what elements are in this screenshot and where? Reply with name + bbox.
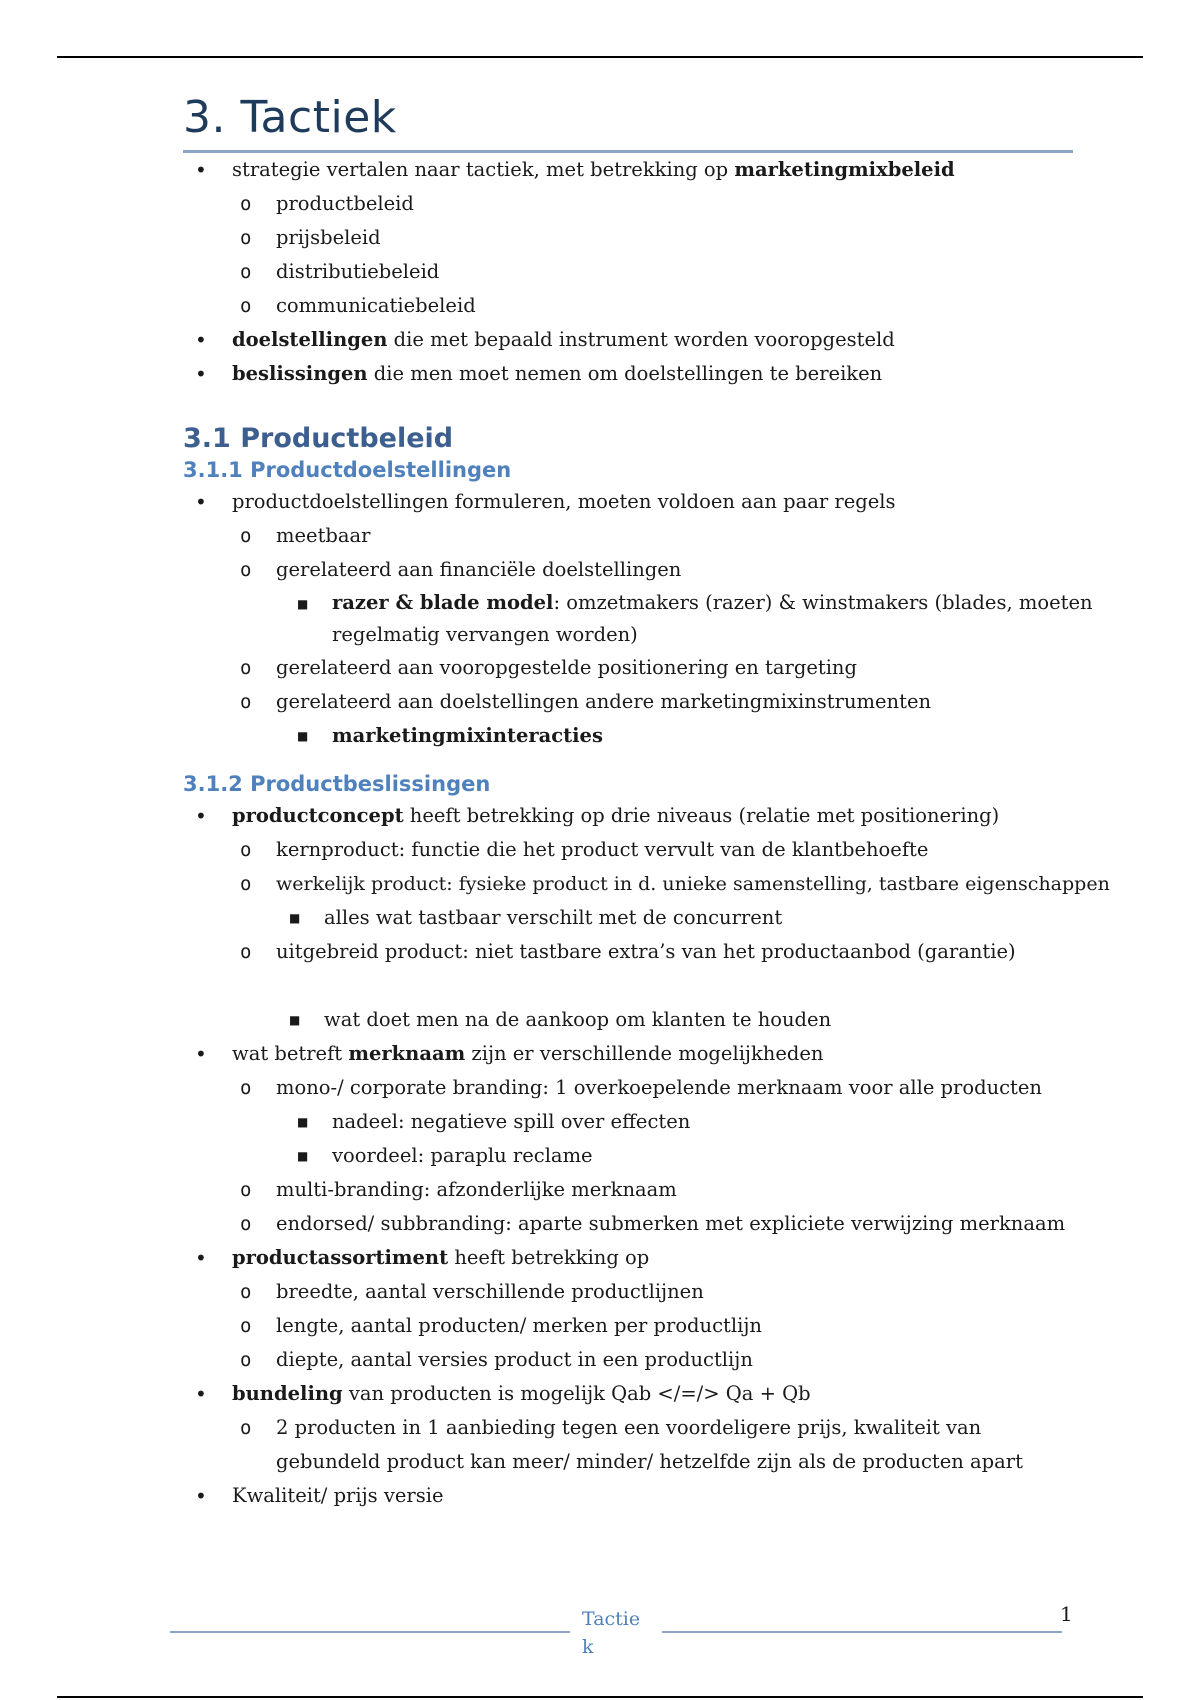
list-item: o 2 producten in 1 aanbieding tegen een voordeligere prijs, kwaliteit van gebundeld product kan meer/ minder/ hetzelfde zijn als de producten apart [183, 1411, 1066, 1479]
circle-bullet-icon: o [240, 941, 252, 963]
footer-line-right [662, 1631, 1062, 1633]
list-item: • productdoelstellingen formuleren, moeten voldoen aan paar regels [183, 485, 1173, 519]
circle-bullet-icon: o [240, 1349, 252, 1371]
circle-bullet-icon: o [240, 657, 252, 679]
list-item: ■ marketingmixinteracties [183, 719, 1173, 753]
list-item: o lengte, aantal producten/ merken per productlijn [183, 1309, 1173, 1343]
list-item: o kernproduct: functie die het product vervult van de klantbehoefte [183, 833, 1173, 867]
bullet-icon: • [195, 1382, 207, 1406]
list-item: o mono-/ corporate branding: 1 overkoepelende merknaam voor alle producten [183, 1071, 1173, 1105]
productdoelstellingen-list [183, 485, 1173, 753]
circle-bullet-icon: o [240, 1179, 252, 1201]
page-number: 1 [1060, 1602, 1073, 1626]
list-item: • beslissingen die men moet nemen om doelstellingen te bereiken [183, 357, 1173, 391]
circle-bullet-icon: o [240, 261, 252, 283]
list-item: ■ voordeel: paraplu reclame [183, 1139, 1173, 1173]
list-item: • wat betreft merknaam zijn er verschillende mogelijkheden [183, 1037, 1173, 1071]
list-item: • doelstellingen die met bepaald instrument worden vooropgesteld [183, 323, 1173, 357]
list-item: o endorsed/ subbranding: aparte submerken met expliciete verwijzing merknaam [183, 1207, 1173, 1241]
circle-bullet-icon: o [240, 1213, 252, 1235]
square-bullet-icon: ■ [297, 1115, 309, 1129]
intro-list [183, 153, 1173, 391]
list-item: • Kwaliteit/ prijs versie [183, 1479, 1173, 1513]
bullet-icon: • [195, 1042, 207, 1066]
list-item: o werkelijk product: fysieke product in d. unieke samenstelling, tastbare eigenschappen [183, 867, 1173, 901]
circle-bullet-icon: o [240, 1417, 252, 1439]
list-item: o meetbaar [183, 519, 1173, 553]
circle-bullet-icon: o [240, 295, 252, 317]
subsection-heading: 3.1.2 Productbeslissingen [183, 772, 491, 796]
list-item: o productbeleid [183, 187, 1173, 221]
footer-line-left [170, 1631, 570, 1633]
list-item: o gerelateerd aan financiële doelstellingen [183, 553, 1173, 587]
bottom-page-rule [57, 1696, 1143, 1698]
circle-bullet-icon: o [240, 873, 252, 895]
list-item: o distributiebeleid [183, 255, 1173, 289]
list-item: o multi-branding: afzonderlijke merknaam [183, 1173, 1173, 1207]
square-bullet-icon: ■ [297, 597, 309, 611]
list-item: ■ nadeel: negatieve spill over effecten [183, 1105, 1173, 1139]
document-body [183, 86, 1173, 1513]
list-item: • strategie vertalen naar tactiek, met betrekking op marketingmixbeleid [183, 153, 1173, 187]
circle-bullet-icon: o [240, 1281, 252, 1303]
productbeslissingen-list [183, 799, 1173, 1513]
list-item: • productconcept heeft betrekking op drie niveaus (relatie met positionering) [183, 799, 1173, 833]
list-item: ■ razer & blade model: omzetmakers (razer) & winstmakers (blades, moeten regelmatig vervangen worden) [183, 587, 1112, 651]
list-item: o gerelateerd aan doelstellingen andere marketingmixinstrumenten [183, 685, 1173, 719]
circle-bullet-icon: o [240, 1315, 252, 1337]
footer-label: Tactiek [582, 1608, 641, 1658]
bullet-icon: • [195, 362, 207, 386]
list-item: o gerelateerd aan vooropgestelde positionering en targeting [183, 651, 1173, 685]
list-item: • productassortiment heeft betrekking op [183, 1241, 1173, 1275]
circle-bullet-icon: o [240, 691, 252, 713]
square-bullet-icon: ■ [289, 911, 301, 925]
square-bullet-icon: ■ [297, 729, 309, 743]
circle-bullet-icon: o [240, 839, 252, 861]
bullet-icon: • [195, 158, 207, 182]
list-item: o breedte, aantal verschillende productlijnen [183, 1275, 1173, 1309]
list-item: • bundeling van producten is mogelijk Qab </=/> Qa + Qb [183, 1377, 1173, 1411]
bullet-icon: • [195, 490, 207, 514]
circle-bullet-icon: o [240, 525, 252, 547]
top-page-rule [57, 56, 1143, 58]
section-heading: 3.1 Productbeleid [183, 423, 454, 454]
list-item: ■ wat doet men na de aankoop om klanten te houden [183, 1003, 1173, 1037]
bullet-icon: • [195, 328, 207, 352]
list-item: o diepte, aantal versies product in een productlijn [183, 1343, 1173, 1377]
list-item: o uitgebreid product: niet tastbare extra’s van het productaanbod (garantie) [183, 935, 1173, 969]
square-bullet-icon: ■ [289, 1013, 301, 1027]
circle-bullet-icon: o [240, 193, 252, 215]
circle-bullet-icon: o [240, 559, 252, 581]
square-bullet-icon: ■ [297, 1149, 309, 1163]
subsection-heading: 3.1.1 Productdoelstellingen [183, 458, 512, 482]
circle-bullet-icon: o [240, 227, 252, 249]
list-item: o communicatiebeleid [183, 289, 1173, 323]
circle-bullet-icon: o [240, 1077, 252, 1099]
bullet-icon: • [195, 804, 207, 828]
page-title: 3. Tactiek [183, 92, 397, 143]
bullet-icon: • [195, 1484, 207, 1508]
list-item: ■ alles wat tastbaar verschilt met de concurrent [183, 901, 1173, 935]
list-item: o prijsbeleid [183, 221, 1173, 255]
bullet-icon: • [195, 1246, 207, 1270]
